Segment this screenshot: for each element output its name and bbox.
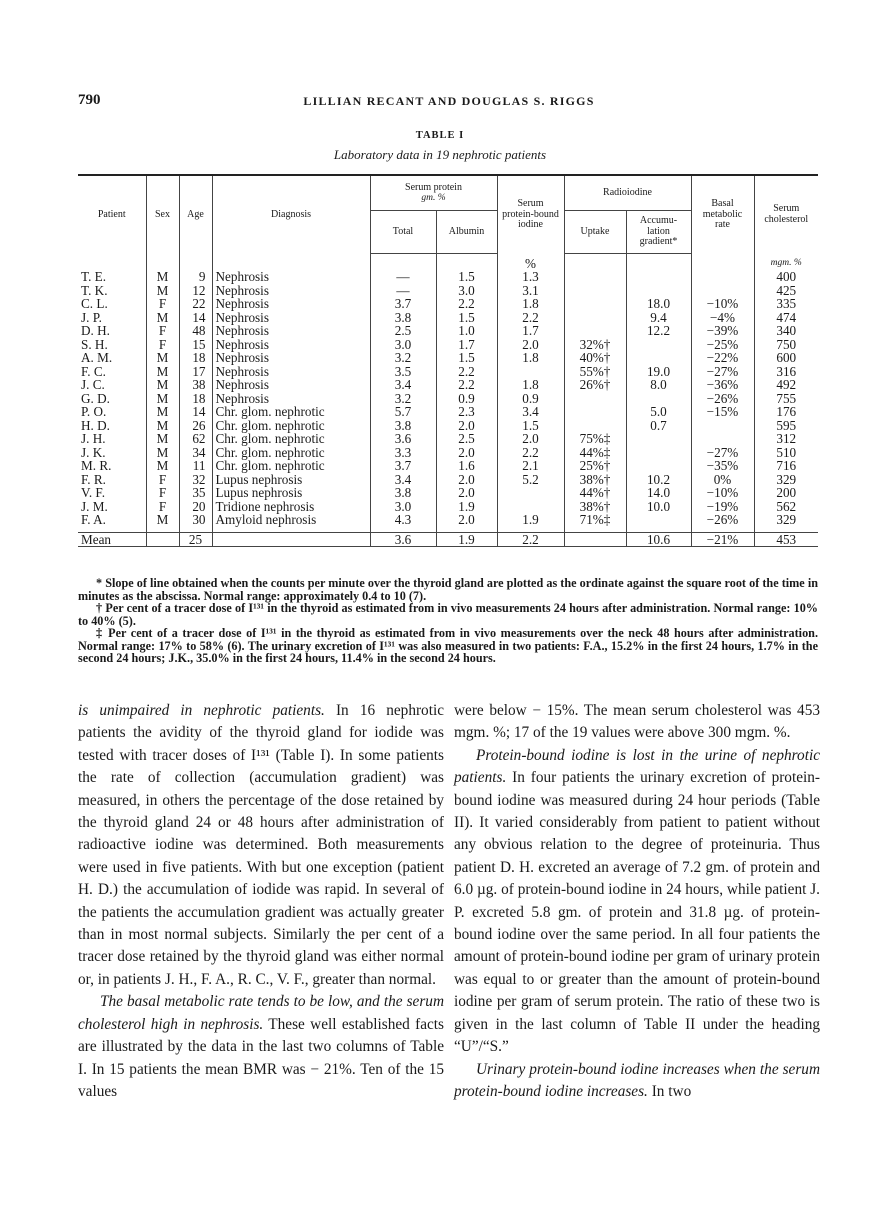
cell-sex: F [146,338,179,352]
table-row [78,351,818,365]
right-paragraph-2 [454,745,820,1059]
cell-patient: A. M. [81,350,113,365]
table-label: TABLE I [415,130,465,141]
cell-uptake: 32%† [564,338,626,352]
cell-pbi: 2.0 [497,338,564,352]
cell-uptake: 44%† [564,486,626,500]
header-serum-protein [370,175,497,211]
right-p3-heading: Urinary protein-bound iodine increases when the serum protein-bound iodine increases. [454,1060,820,1100]
cell-chol: 329 [754,473,818,487]
cell-accum: 12.2 [626,324,691,338]
cell-patient: F. C. [81,363,106,379]
cell-chol: 750 [754,338,818,352]
cell-chol: 600 [754,351,818,365]
right-p2-heading: Protein-bound iodine is lost in the urine of nephrotic patients. [454,746,820,787]
table-row [78,392,818,406]
cell-age: 34 [179,446,212,460]
cell-chol: 316 [754,365,818,379]
cell-chol: 312 [754,432,818,446]
cell-pbi: 3.1 [497,284,564,298]
cell-albumin: 1.6 [436,459,497,473]
right-p3-text: In two [647,1082,692,1100]
cell-uptake [564,311,626,325]
cell-pbi [497,365,564,379]
cell-diagnosis: Nephrosis [212,338,370,352]
cell-albumin: 2.0 [436,473,497,487]
left-p2-heading: The basal metabolic rate tends to be low, and the serum cholesterol high in nephrosis. [78,993,444,1033]
unit-cholesterol: mgm. % [754,254,818,271]
cell-sex: M [146,419,179,433]
cell-pbi: 1.3 [497,270,564,284]
cell-accum: 14.0 [626,486,691,500]
cell-chol: 176 [754,405,818,419]
cell-chol: 200 [754,486,818,500]
header-bmr: Basal metabolic rate [691,175,754,254]
cell-patient: V. F. [81,485,105,500]
cell-chol: 755 [754,392,818,406]
cell-age: 26 [179,419,212,433]
cell-total: 5.7 [370,405,436,419]
cell-bmr: 0% [691,473,754,487]
cell-bmr [691,419,754,433]
cell-age: 48 [179,324,212,338]
cell-uptake: 38%† [564,500,626,514]
cell-albumin: 2.2 [436,297,497,311]
cell-accum: 8.0 [626,378,691,392]
page-number: 790 [78,92,101,108]
cell-chol: 340 [754,324,818,338]
cell-sex: M [146,405,179,419]
table-body [78,254,818,533]
cell-sex: F [146,486,179,500]
cell-sex: F [146,473,179,487]
table-row [78,446,818,460]
table-caption: Laboratory data in 19 nephrotic patients [333,147,547,162]
cell-accum [626,513,691,527]
mean-accum: 10.6 [626,532,691,547]
cell-total: 3.4 [370,473,436,487]
header-total: Total [370,211,436,254]
table-row [78,432,818,446]
cell-patient: J. P. [81,309,102,325]
cell-albumin: 2.0 [436,513,497,527]
cell-sex: M [146,446,179,460]
cell-pbi: 1.9 [497,513,564,527]
cell-albumin: 1.7 [436,338,497,352]
footnote-asterisk: * Slope of line obtained when the counts per minute over the thyroid gland are plotted as the ordinate against the square root of the time in minutes as the abscissa. Normal range: approximately 0.4 to 10 (7). [78,576,818,603]
cell-accum: 18.0 [626,297,691,311]
cell-age: 35 [179,486,212,500]
cell-albumin: 2.2 [436,365,497,379]
cell-albumin: 0.9 [436,392,497,406]
cell-patient: T. K. [81,282,108,298]
cell-uptake [564,284,626,298]
header-serum-protein-unit: gm. % [421,193,446,203]
cell-diagnosis: Lupus nephrosis [212,473,370,487]
cell-sex: F [146,297,179,311]
cell-total: 3.5 [370,365,436,379]
cell-bmr [691,284,754,298]
header-radioiodine: Radioiodine [564,175,691,211]
mean-row [78,532,818,547]
cell-patient: D. H. [81,323,110,338]
cell-patient: F. A. [81,512,106,527]
cell-sex: M [146,311,179,325]
cell-diagnosis: Nephrosis [212,297,370,311]
table-footnotes [78,577,818,665]
header-diagnosis: Diagnosis [212,175,370,254]
cell-pbi: 1.8 [497,297,564,311]
cell-pbi: 1.8 [497,351,564,365]
footnote-double-dagger: ‡ Per cent of a tracer dose of I¹³¹ in the thyroid as estimated from in vivo measurements over the neck 48 hours after administration. Normal range: 17% to 58% (6). The urinary excretion of I¹³¹ was also measured in two patients: F.A., 15.2% in the first 24 hours, 1.7% in the second 24 hours; J.K., 35.0% in the first 24 hours, 11.4% in the second 24 hours. [78,626,818,665]
table-row [78,419,818,433]
cell-uptake: 71%‡ [564,513,626,527]
cell-accum: 9.4 [626,311,691,325]
table-row [78,513,818,527]
table-row [78,405,818,419]
cell-accum [626,446,691,460]
cell-accum: 10.2 [626,473,691,487]
left-p1-heading: is unimpaired in nephrotic patients. [78,702,325,719]
cell-patient: H. D. [81,417,110,433]
cell-total: — [370,284,436,298]
left-p2-text: These well established facts are illustrated by the data in the last two columns of Table I. In 15 patients the mean BMR was − 21%. Ten of the 15 values [78,1015,445,1100]
left-p1-text: In 16 nephrotic patients the avidity of the thyroid gland for iodide was tested with tracer doses of I¹³¹ (Table I). In some patients the rate of collection (accumulation gradient) was measured, in others the percentage of the dose retained by the thyroid gland 24 or 48 hours after administration of radioactive iodine was determined. Both measurements were used in five patients. With but one exception (patient H. D.) the accumulation of iodide was rapid. In several of the patients the accumulation gradient was actually greater than in most normal subjects. Similarly the per cent of a tracer dose retained by the thyroid gland was either normal or, in patients J. H., F. A., R. C., V. F., greater than normal. [78,702,444,988]
cell-albumin: 2.2 [436,378,497,392]
cell-age: 20 [179,500,212,514]
cell-age: 38 [179,378,212,392]
cell-chol: 335 [754,297,818,311]
cell-albumin: 1.5 [436,270,497,284]
footnote-dagger: † Per cent of a tracer dose of I¹³¹ in the thyroid as estimated from in vivo measurements 24 hours after administration. Normal range: 10% to 40% (5). [78,601,818,628]
cell-diagnosis: Lupus nephrosis [212,486,370,500]
cell-age: 12 [179,284,212,298]
cell-patient: M. R. [81,458,112,473]
cell-patient: J. K. [81,444,106,460]
cell-bmr: −10% [691,297,754,311]
cell-chol: 425 [754,284,818,298]
right-paragraph-1 [454,700,820,745]
cell-total: 3.0 [370,338,436,352]
left-paragraph-2 [78,991,444,1103]
cell-albumin: 1.5 [436,351,497,365]
cell-diagnosis: Nephrosis [212,378,370,392]
cell-diagnosis: Nephrosis [212,284,370,298]
cell-albumin: 1.0 [436,324,497,338]
cell-age: 15 [179,338,212,352]
cell-bmr: −15% [691,405,754,419]
cell-patient: J. C. [81,377,105,392]
cell-bmr: −35% [691,459,754,473]
cell-sex: M [146,513,179,527]
cell-sex: M [146,365,179,379]
cell-accum [626,459,691,473]
cell-pbi: 0.9 [497,392,564,406]
cell-bmr [691,270,754,284]
cell-total: 3.4 [370,378,436,392]
cell-uptake [564,324,626,338]
left-paragraph-1 [78,700,444,991]
cell-bmr: −19% [691,500,754,514]
cell-chol: 400 [754,270,818,284]
cell-pbi: 2.2 [497,446,564,460]
page-header [78,92,820,112]
table-row [78,365,818,379]
cell-accum [626,351,691,365]
cell-age: 11 [179,459,212,473]
cell-age: 18 [179,392,212,406]
cell-total: 3.7 [370,459,436,473]
cell-pbi: 1.7 [497,324,564,338]
cell-age: 18 [179,351,212,365]
cell-sex: M [146,459,179,473]
cell-sex: M [146,284,179,298]
running-title: LILLIAN RECANT AND DOUGLAS S. RIGGS [303,94,595,108]
right-p2-text: In four patients the urinary excretion of protein-bound iodine was measured during 24 hour periods (Table II). It varied considerably from patient to patient without any obvious relation to the degree of proteinuria. Thus patient D. H. excreted an average of 7.2 gm. of protein and 6.0 µg. of protein-bound iodine in 24 hours, while patient J. P. excreted 5.8 gm. of protein and 31.8 µg. of protein-bound iodine over the same period. In all four patients the amount of protein-bound iodine per gram of urinary protein was equal to or greater than the amount of protein-bound iodine per gram of serum protein. The ratio of these two is given in the last column of Table II under the heading “U”/“S.” [454,769,820,1056]
cell-patient: T. E. [81,269,107,284]
header-cholesterol: Serum cholesterol [754,175,818,254]
cell-chol: 562 [754,500,818,514]
header-patient: Patient [78,175,146,254]
cell-bmr: −10% [691,486,754,500]
cell-total: 3.8 [370,419,436,433]
cell-diagnosis: Nephrosis [212,311,370,325]
cell-total: — [370,270,436,284]
cell-diagnosis: Nephrosis [212,270,370,284]
cell-age: 14 [179,405,212,419]
cell-pbi: 2.1 [497,459,564,473]
cell-chol: 510 [754,446,818,460]
cell-accum [626,284,691,298]
cell-sex: F [146,500,179,514]
table-row [78,338,818,352]
cell-bmr: −39% [691,324,754,338]
cell-albumin: 2.3 [436,405,497,419]
cell-uptake [564,297,626,311]
cell-total: 3.0 [370,500,436,514]
cell-patient: J. M. [81,498,108,514]
cell-age: 62 [179,432,212,446]
cell-diagnosis: Chr. glom. nephrotic [212,446,370,460]
cell-uptake: 26%† [564,378,626,392]
mean-total: 3.6 [370,532,436,547]
cell-accum [626,432,691,446]
cell-uptake: 44%‡ [564,446,626,460]
cell-total: 3.2 [370,392,436,406]
cell-patient: C. L. [81,296,108,311]
mean-cholesterol: 453 [754,532,818,547]
cell-diagnosis: Amyloid nephrosis [212,513,370,527]
cell-total: 3.2 [370,351,436,365]
cell-pbi: 5.2 [497,473,564,487]
cell-pbi: 1.8 [497,378,564,392]
header-age: Age [179,175,212,254]
table-row [78,284,818,298]
cell-pbi [497,486,564,500]
cell-bmr: −27% [691,446,754,460]
cell-uptake: 75%‡ [564,432,626,446]
mean-albumin: 1.9 [436,532,497,547]
cell-uptake [564,270,626,284]
table-row [78,378,818,392]
header-sex: Sex [146,175,179,254]
cell-diagnosis: Nephrosis [212,351,370,365]
cell-age: 17 [179,365,212,379]
right-column [454,700,820,1103]
cell-patient: P. O. [81,404,107,419]
cell-patient: S. H. [81,336,108,352]
cell-diagnosis: Tridione nephrosis [212,500,370,514]
header-uptake: Uptake [564,211,626,254]
cell-bmr: −27% [691,365,754,379]
cell-chol: 492 [754,378,818,392]
cell-total: 3.6 [370,432,436,446]
cell-pbi: 2.2 [497,311,564,325]
cell-accum: 5.0 [626,405,691,419]
mean-age: 25 [179,532,212,547]
cell-sex: M [146,378,179,392]
header-accumulation: Accumu-lation gradient* [626,211,691,254]
cell-diagnosis: Nephrosis [212,324,370,338]
cell-chol: 595 [754,419,818,433]
cell-albumin: 2.5 [436,432,497,446]
cell-sex: F [146,324,179,338]
cell-accum: 19.0 [626,365,691,379]
cell-diagnosis: Nephrosis [212,365,370,379]
cell-bmr [691,432,754,446]
header-serum-protein-label: Serum protein [405,181,462,193]
cell-total: 3.8 [370,486,436,500]
cell-bmr: −22% [691,351,754,365]
header-pbi: Serum protein-bound iodine [497,175,564,254]
cell-uptake: 40%† [564,351,626,365]
cell-uptake: 25%† [564,459,626,473]
cell-total: 2.5 [370,324,436,338]
cell-uptake [564,405,626,419]
cell-pbi: 2.0 [497,432,564,446]
cell-albumin: 1.9 [436,500,497,514]
table-row [78,459,818,473]
unit-pbi: % [497,254,564,271]
cell-sex: M [146,351,179,365]
cell-accum [626,392,691,406]
cell-albumin: 2.0 [436,419,497,433]
table-row [78,473,818,487]
cell-sex: M [146,392,179,406]
cell-age: 30 [179,513,212,527]
left-column [78,700,444,1103]
cell-uptake: 38%† [564,473,626,487]
table-row [78,324,818,338]
table-row [78,297,818,311]
mean-pbi: 2.2 [497,532,564,547]
cell-age: 22 [179,297,212,311]
units-row [78,254,818,271]
cell-accum: 0.7 [626,419,691,433]
mean-label: Mean [78,532,146,547]
cell-albumin: 2.0 [436,446,497,460]
cell-albumin: 2.0 [436,486,497,500]
cell-diagnosis: Chr. glom. nephrotic [212,432,370,446]
cell-age: 32 [179,473,212,487]
cell-albumin: 3.0 [436,284,497,298]
table-row [78,486,818,500]
cell-patient: J. H. [81,431,106,446]
cell-bmr: −26% [691,392,754,406]
cell-sex: M [146,270,179,284]
cell-total: 3.3 [370,446,436,460]
cell-total: 3.7 [370,297,436,311]
cell-total: 3.8 [370,311,436,325]
right-p1-text: were below − 15%. The mean serum cholesterol was 453 mgm. %; 17 of the 19 values were above 300 mgm. %. [454,702,820,742]
table-row [78,500,818,514]
cell-diagnosis: Chr. glom. nephrotic [212,405,370,419]
cell-sex: M [146,432,179,446]
cell-uptake [564,392,626,406]
header-albumin: Albumin [436,211,497,254]
cell-albumin: 1.5 [436,311,497,325]
cell-bmr: −36% [691,378,754,392]
right-paragraph-3 [454,1059,820,1104]
cell-patient: F. R. [81,471,106,487]
cell-uptake: 55%† [564,365,626,379]
cell-diagnosis: Chr. glom. nephrotic [212,459,370,473]
cell-pbi [497,500,564,514]
table-row [78,311,818,325]
cell-age: 14 [179,311,212,325]
cell-bmr: −25% [691,338,754,352]
cell-accum [626,338,691,352]
data-table [78,174,818,547]
table-row [78,270,818,284]
cell-age: 9 [179,270,212,284]
mean-bmr: −21% [691,532,754,547]
cell-pbi: 3.4 [497,405,564,419]
cell-diagnosis: Nephrosis [212,392,370,406]
cell-diagnosis: Chr. glom. nephrotic [212,419,370,433]
cell-uptake [564,419,626,433]
cell-chol: 329 [754,513,818,527]
cell-accum: 10.0 [626,500,691,514]
cell-pbi: 1.5 [497,419,564,433]
cell-patient: G. D. [81,390,110,406]
cell-bmr: −26% [691,513,754,527]
cell-accum [626,270,691,284]
cell-total: 4.3 [370,513,436,527]
cell-chol: 716 [754,459,818,473]
cell-bmr: −4% [691,311,754,325]
cell-chol: 474 [754,311,818,325]
